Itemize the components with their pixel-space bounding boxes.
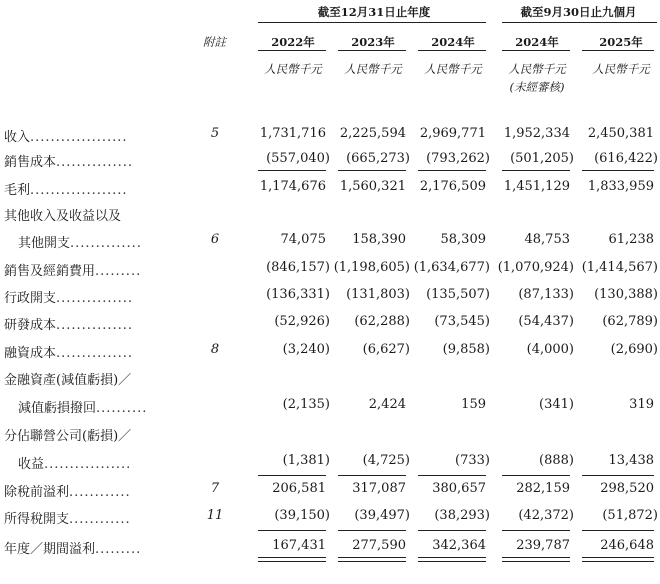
table-cell-value: 13,438 bbox=[608, 453, 654, 468]
table-cell-value: (51,872) bbox=[602, 508, 658, 523]
table-cell-value: 48,753 bbox=[524, 232, 570, 247]
table-cell-value: (4,725) bbox=[362, 453, 410, 468]
column-unit: 人民幣千元 bbox=[264, 62, 322, 76]
row-label bbox=[4, 287, 133, 306]
table-cell-value: 1,952,334 bbox=[503, 126, 570, 141]
row-label-text: 所得稅開支 bbox=[4, 512, 70, 527]
table-cell-value: 2,450,381 bbox=[587, 126, 654, 141]
subtotal-rule bbox=[258, 475, 326, 476]
table-cell-value: 319 bbox=[629, 397, 654, 412]
row-label-text: 其他收入及收益以及 bbox=[4, 209, 122, 224]
table-cell-value: 282,159 bbox=[516, 481, 570, 496]
table-cell-value: (665,273) bbox=[346, 151, 410, 166]
column-unit: 人民幣千元 bbox=[424, 62, 482, 76]
header-underline-2024-nine bbox=[502, 50, 570, 51]
subtotal-rule bbox=[502, 170, 570, 171]
row-label-text: 減值虧損撥回 bbox=[18, 401, 97, 416]
table-cell-value: (130,388) bbox=[594, 287, 658, 302]
row-label-text: 銷售成本 bbox=[4, 155, 57, 170]
row-leader-dots: ................... bbox=[30, 183, 128, 198]
table-cell-value: (87,133) bbox=[518, 287, 574, 302]
row-label-text: 收益 bbox=[18, 457, 45, 472]
row-label-text: 研發成本 bbox=[4, 318, 57, 333]
total-double-rule bbox=[338, 557, 406, 562]
table-cell-value: (1,634,677) bbox=[413, 260, 490, 275]
table-cell-value: (888) bbox=[539, 453, 574, 468]
row-label-text: 行政開支 bbox=[4, 291, 57, 306]
row-label-text: 收入 bbox=[4, 130, 31, 145]
note-column-header: 附註 bbox=[203, 35, 226, 49]
row-leader-dots: ............... bbox=[56, 346, 134, 361]
column-year: 2023年 bbox=[351, 35, 395, 49]
table-cell-value: (62,288) bbox=[354, 314, 410, 329]
row-label bbox=[4, 508, 131, 527]
table-cell-value: 317,087 bbox=[352, 481, 406, 496]
row-label-text: 其他開支 bbox=[18, 236, 71, 251]
table-cell-value: (39,497) bbox=[354, 508, 410, 523]
subtotal-rule bbox=[582, 170, 654, 171]
group-header-year: 截至12月31日止年度 bbox=[317, 5, 431, 19]
row-label bbox=[4, 151, 133, 170]
table-cell-value: (1,414,567) bbox=[581, 260, 658, 275]
row-label-text: 毛利 bbox=[4, 183, 31, 198]
table-cell-value: 1,451,129 bbox=[503, 179, 570, 194]
table-cell-value: 342,364 bbox=[432, 538, 486, 553]
row-label bbox=[4, 314, 133, 333]
subtotal-rule bbox=[418, 170, 486, 171]
row-label-text: 分佔聯營公司(虧損)／ bbox=[4, 429, 132, 444]
table-cell-value: (2,135) bbox=[282, 397, 330, 412]
table-cell-value: 74,075 bbox=[280, 232, 326, 247]
subtotal-rule bbox=[258, 530, 326, 531]
table-cell-value: (54,437) bbox=[518, 314, 574, 329]
header-underline-2023 bbox=[338, 50, 406, 51]
table-cell-value: 2,225,594 bbox=[339, 126, 406, 141]
table-cell-value: 2,424 bbox=[368, 397, 406, 412]
row-note: 6 bbox=[210, 232, 220, 247]
row-leader-dots: ................. bbox=[44, 457, 132, 472]
row-label bbox=[4, 126, 128, 145]
table-cell-value: 158,390 bbox=[352, 232, 406, 247]
row-leader-dots: ............... bbox=[56, 318, 134, 333]
subtotal-rule bbox=[582, 530, 654, 531]
table-cell-value: 246,648 bbox=[600, 538, 654, 553]
row-label bbox=[4, 538, 141, 557]
subtotal-rule bbox=[502, 530, 570, 531]
table-cell-value: 206,581 bbox=[272, 481, 326, 496]
column-year: 2024年 bbox=[431, 35, 475, 49]
header-underline-2022 bbox=[258, 50, 326, 51]
subtotal-rule bbox=[338, 475, 406, 476]
row-leader-dots: ............ bbox=[69, 512, 131, 527]
group-underline-year bbox=[258, 22, 486, 23]
row-label bbox=[4, 205, 121, 224]
table-cell-value: (131,803) bbox=[346, 287, 410, 302]
row-label-text: 融資成本 bbox=[4, 346, 57, 361]
table-cell-value: (4,000) bbox=[526, 342, 574, 357]
table-cell-value: (39,150) bbox=[274, 508, 330, 523]
table-cell-value: (557,040) bbox=[266, 151, 330, 166]
row-label bbox=[4, 425, 131, 444]
table-cell-value: (2,690) bbox=[610, 342, 658, 357]
subtotal-rule bbox=[502, 475, 570, 476]
table-cell-value: (73,545) bbox=[434, 314, 490, 329]
table-cell-value: (62,789) bbox=[602, 314, 658, 329]
total-double-rule bbox=[582, 557, 654, 562]
column-year: 2024年 bbox=[515, 35, 559, 49]
row-leader-dots: .......... bbox=[96, 401, 148, 416]
table-cell-value: 1,731,716 bbox=[259, 126, 326, 141]
column-unit: 人民幣千元 bbox=[508, 62, 566, 76]
row-label-text: 金融資產(減值虧損)／ bbox=[4, 373, 132, 388]
total-double-rule bbox=[418, 557, 486, 562]
row-note: 7 bbox=[210, 481, 220, 496]
header-underline-2025-nine bbox=[582, 50, 654, 51]
row-note: 8 bbox=[210, 342, 220, 357]
total-double-rule bbox=[258, 557, 326, 562]
row-label bbox=[4, 369, 131, 388]
table-cell-value: 1,174,676 bbox=[259, 179, 326, 194]
subtotal-rule bbox=[418, 530, 486, 531]
column-year: 2025年 bbox=[599, 35, 643, 49]
table-cell-value: 298,520 bbox=[600, 481, 654, 496]
table-cell-value: 2,176,509 bbox=[419, 179, 486, 194]
row-label bbox=[4, 481, 131, 500]
row-label bbox=[18, 232, 142, 251]
table-cell-value: 1,833,959 bbox=[587, 179, 654, 194]
table-cell-value: (38,293) bbox=[434, 508, 490, 523]
table-cell-value: (1,198,605) bbox=[333, 260, 410, 275]
row-leader-dots: ............ bbox=[69, 485, 131, 500]
subtotal-rule bbox=[338, 170, 406, 171]
row-label bbox=[4, 342, 133, 361]
row-leader-dots: ............... bbox=[56, 291, 134, 306]
table-cell-value: 380,657 bbox=[432, 481, 486, 496]
table-cell-value: (6,627) bbox=[362, 342, 410, 357]
table-cell-value: (616,422) bbox=[594, 151, 658, 166]
table-cell-value: (136,331) bbox=[266, 287, 330, 302]
table-cell-value: 167,431 bbox=[272, 538, 326, 553]
table-cell-value: 239,787 bbox=[516, 538, 570, 553]
row-leader-dots: .............. bbox=[70, 236, 142, 251]
column-unaudited-note: (未經審核) bbox=[509, 80, 565, 94]
row-label bbox=[4, 260, 141, 279]
row-label-text: 除稅前溢利 bbox=[4, 485, 70, 500]
subtotal-rule bbox=[418, 475, 486, 476]
table-cell-value: (52,926) bbox=[274, 314, 330, 329]
table-cell-value: (501,205) bbox=[510, 151, 574, 166]
row-note: 5 bbox=[210, 126, 220, 141]
row-leader-dots: ......... bbox=[95, 264, 142, 279]
column-unit: 人民幣千元 bbox=[592, 62, 650, 76]
row-leader-dots: ................... bbox=[30, 130, 128, 145]
row-note: 11 bbox=[206, 508, 224, 523]
table-cell-value: (793,262) bbox=[426, 151, 490, 166]
subtotal-rule bbox=[582, 475, 654, 476]
table-cell-value: 277,590 bbox=[352, 538, 406, 553]
column-unit: 人民幣千元 bbox=[344, 62, 402, 76]
row-label bbox=[18, 453, 131, 472]
table-cell-value: (9,858) bbox=[442, 342, 490, 357]
column-year: 2022年 bbox=[271, 35, 315, 49]
subtotal-rule bbox=[258, 170, 326, 171]
row-leader-dots: ......... bbox=[95, 542, 142, 557]
row-leader-dots: ............... bbox=[56, 155, 134, 170]
table-cell-value: (1,381) bbox=[282, 453, 330, 468]
group-header-nine-months: 截至9月30日止九個月 bbox=[520, 5, 637, 19]
header-underline-2024 bbox=[418, 50, 486, 51]
total-double-rule bbox=[502, 557, 570, 562]
group-underline-nine-months bbox=[502, 22, 657, 23]
table-cell-value: 1,560,321 bbox=[339, 179, 406, 194]
row-label bbox=[18, 397, 147, 416]
row-label-text: 銷售及經銷費用 bbox=[4, 264, 96, 279]
table-cell-value: 2,969,771 bbox=[419, 126, 486, 141]
table-cell-value: (733) bbox=[455, 453, 490, 468]
table-cell-value: 159 bbox=[461, 397, 486, 412]
subtotal-rule bbox=[338, 530, 406, 531]
table-cell-value: (341) bbox=[539, 397, 574, 412]
table-cell-value: 61,238 bbox=[608, 232, 654, 247]
table-cell-value: 58,309 bbox=[440, 232, 486, 247]
table-cell-value: (3,240) bbox=[282, 342, 330, 357]
table-cell-value: (846,157) bbox=[266, 260, 330, 275]
row-label-text: 年度／期間溢利 bbox=[4, 542, 96, 557]
table-cell-value: (135,507) bbox=[426, 287, 490, 302]
row-label bbox=[4, 179, 128, 198]
table-cell-value: (42,372) bbox=[518, 508, 574, 523]
table-cell-value: (1,070,924) bbox=[497, 260, 574, 275]
